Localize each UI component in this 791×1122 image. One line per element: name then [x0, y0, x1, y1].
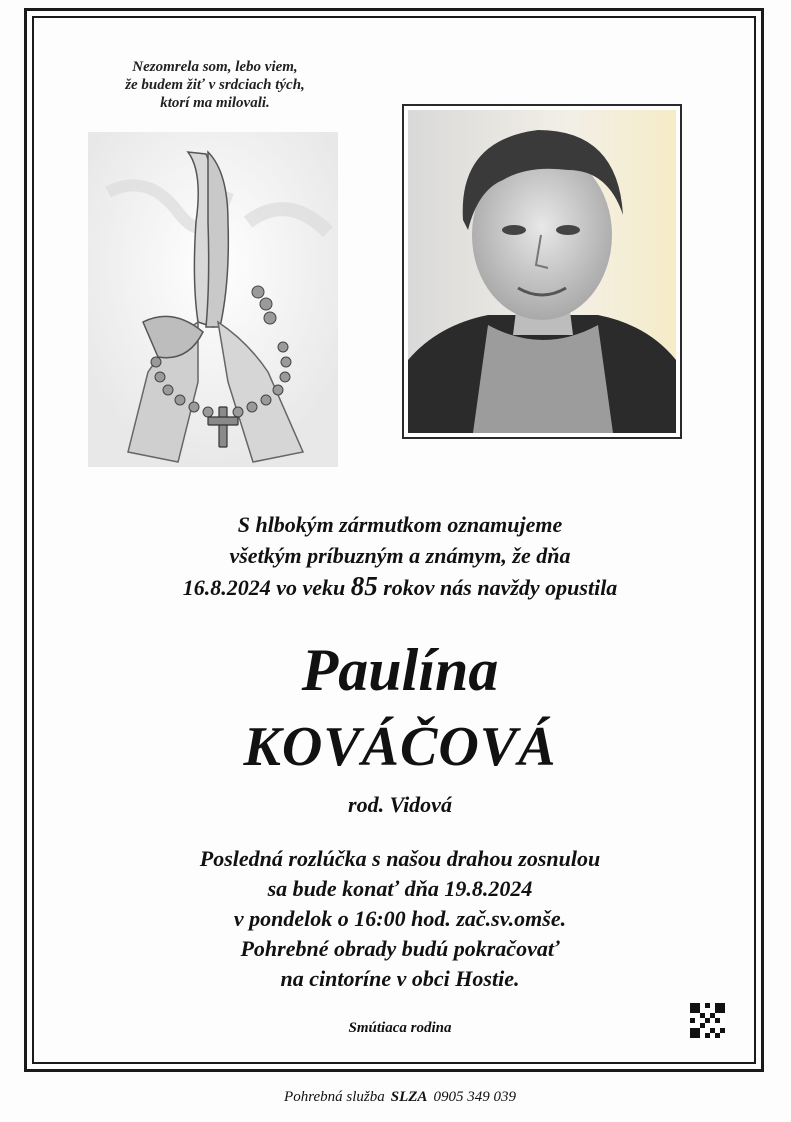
death-date-text: 16.8.2024 vo veku	[182, 575, 351, 600]
funeral-line: na cintoríne v obci Hostie.	[280, 966, 520, 991]
announcement-tail: rokov nás navždy opustila	[377, 575, 618, 600]
quote-line: že budem žiť v srdciach tých,	[125, 77, 305, 93]
maiden-name: rod. Vidová	[348, 792, 452, 817]
funeral-details	[60, 844, 740, 994]
deceased-surname: KOVÁČOVÁ	[243, 716, 557, 778]
memorial-quote	[70, 58, 360, 112]
portrait-photo	[402, 104, 682, 439]
funeral-line: sa bude konať dňa 19.8.2024	[267, 876, 533, 901]
service-phone: 0905 349 039	[433, 1089, 516, 1105]
age-value: 85	[350, 571, 378, 601]
quote-line: Nezomrela som, lebo viem,	[132, 59, 298, 75]
footer	[150, 1087, 650, 1107]
deceased-first-name: Paulína	[301, 637, 499, 703]
announcement-line: všetkým príbuzným a známym, že dňa	[229, 543, 571, 568]
funeral-line: Pohrebné obrady budú pokračovať	[240, 936, 560, 961]
announcement-line	[60, 571, 740, 603]
service-brand: SLZA	[390, 1089, 428, 1105]
funeral-line: Posledná rozlúčka s našou drahou zosnulou	[199, 846, 601, 871]
funeral-service-label: Pohrebná služba	[284, 1089, 385, 1105]
family-signature: Smútiaca rodina	[348, 1020, 452, 1036]
announcement-line: S hlbokým zármutkom oznamujeme	[237, 512, 563, 537]
funeral-line: v pondelok o 16:00 hod. zač.sv.omše.	[233, 906, 567, 931]
praying-hands-icon	[88, 132, 338, 467]
announcement-text	[60, 509, 740, 603]
quote-line: ktorí ma milovali.	[160, 95, 270, 111]
qr-code-icon	[690, 1003, 725, 1038]
